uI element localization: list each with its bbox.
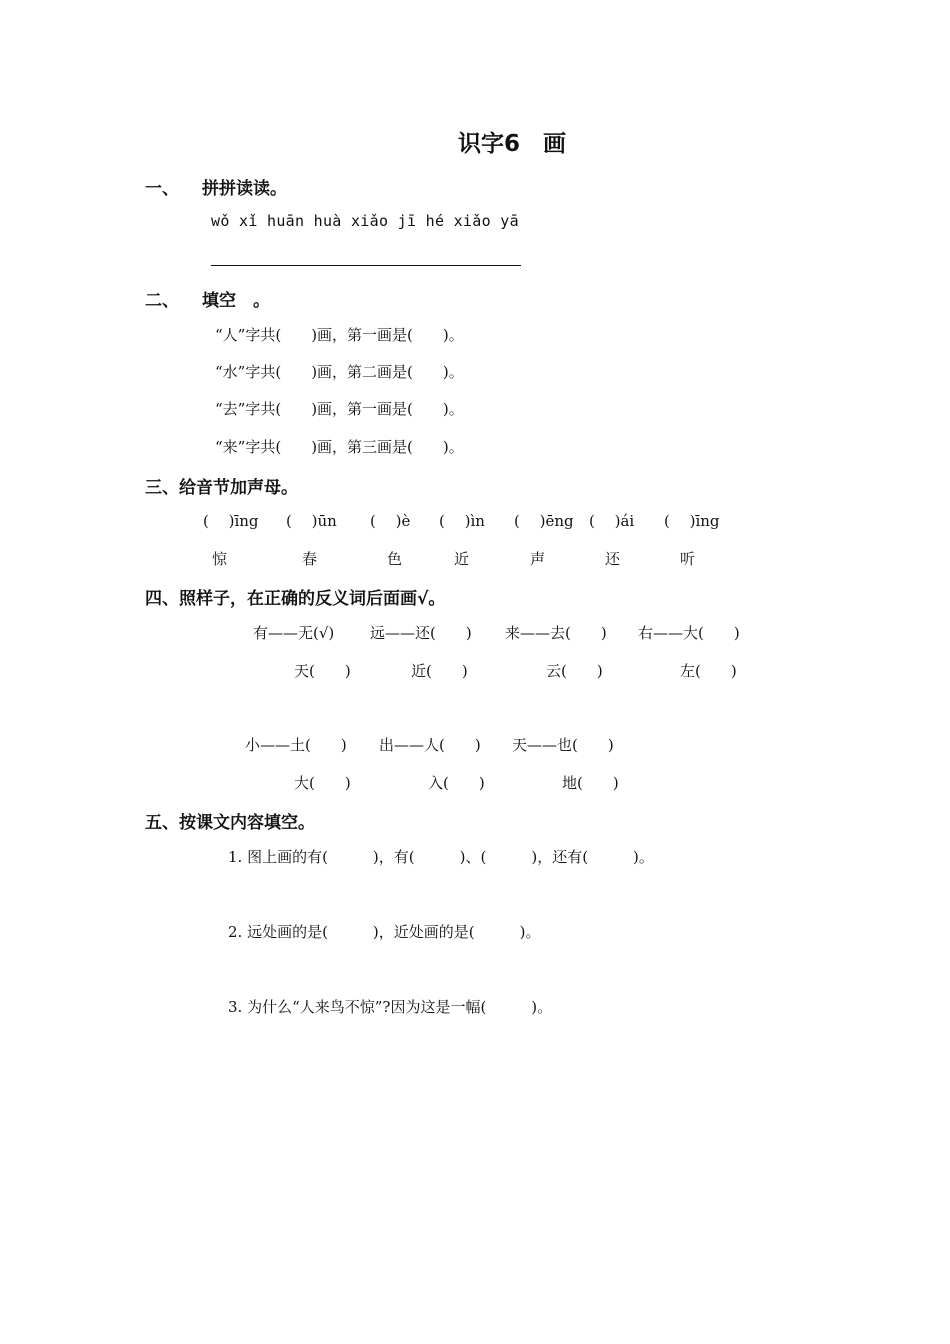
char-6: 还 [605, 550, 621, 568]
pair-blank-3[interactable]: 右——大( ) [638, 624, 740, 642]
text-fill-1[interactable]: 1. 图上画的有( )，有( )、( )，还有( )。 [228, 848, 654, 866]
char-5: 声 [530, 550, 546, 568]
pair-blank-2[interactable]: 来——去( ) [505, 624, 607, 642]
text-fill-3[interactable]: 3. 为什么“人来鸟不惊”?因为这是一幅( )。 [228, 998, 553, 1016]
option-blank-2[interactable]: 近( ) [411, 662, 468, 680]
char-4: 近 [454, 550, 470, 568]
writing-line[interactable] [211, 265, 521, 266]
syllable-blank-3[interactable]: ( )è [370, 512, 411, 530]
pair-blank-5[interactable]: 出——人( ) [379, 736, 481, 754]
syllable-blank-6[interactable]: ( )ái [589, 512, 635, 530]
pair-blank-4[interactable]: 小——土( ) [245, 736, 347, 754]
pair-blank-6[interactable]: 天——也( ) [512, 736, 614, 754]
syllable-blank-7[interactable]: ( )īng [664, 512, 720, 530]
char-2: 春 [302, 550, 318, 568]
char-3: 色 [387, 550, 403, 568]
option-blank-5[interactable]: 大( ) [294, 774, 351, 792]
section-3-heading: 三、给音节加声母。 [145, 478, 298, 498]
option-blank-7[interactable]: 地( ) [562, 774, 619, 792]
fill-item-3[interactable]: “去”字共( )画，第一画是( )。 [215, 400, 464, 418]
fill-item-4[interactable]: “来”字共( )画，第三画是( )。 [215, 438, 464, 456]
section-2-heading: 填空 。 [202, 291, 270, 311]
option-blank-4[interactable]: 左( ) [680, 662, 737, 680]
char-1: 惊 [212, 550, 228, 568]
section-1-heading: 拼拼读读。 [202, 179, 287, 199]
option-blank-1[interactable]: 天( ) [294, 662, 351, 680]
section-5-heading: 五、按课文内容填空。 [145, 813, 315, 833]
text-fill-2[interactable]: 2. 远处画的是( )，近处画的是( )。 [228, 923, 541, 941]
char-7: 听 [680, 550, 696, 568]
syllable-blank-4[interactable]: ( )ìn [439, 512, 485, 530]
page-title: 识字6 画 [458, 131, 567, 157]
option-blank-6[interactable]: 入( ) [428, 774, 485, 792]
fill-item-1[interactable]: “人”字共( )画，第一画是( )。 [215, 326, 464, 344]
syllable-blank-2[interactable]: ( )ūn [286, 512, 337, 530]
syllable-blank-5[interactable]: ( )ēng [514, 512, 574, 530]
syllable-blank-1[interactable]: ( )īng [203, 512, 259, 530]
example-pair: 有——无(√) [253, 624, 335, 642]
option-blank-3[interactable]: 云( ) [546, 662, 603, 680]
pair-blank-1[interactable]: 远——还( ) [370, 624, 472, 642]
pinyin-line: wǒ xǐ huān huà xiǎo jī hé xiǎo yā [211, 212, 519, 230]
fill-item-2[interactable]: “水”字共( )画，第二画是( )。 [215, 363, 464, 381]
section-1-number: 一、 [145, 179, 179, 199]
section-2-number: 二、 [145, 291, 179, 311]
section-4-heading: 四、照样子，在正确的反义词后面画√。 [145, 589, 446, 609]
